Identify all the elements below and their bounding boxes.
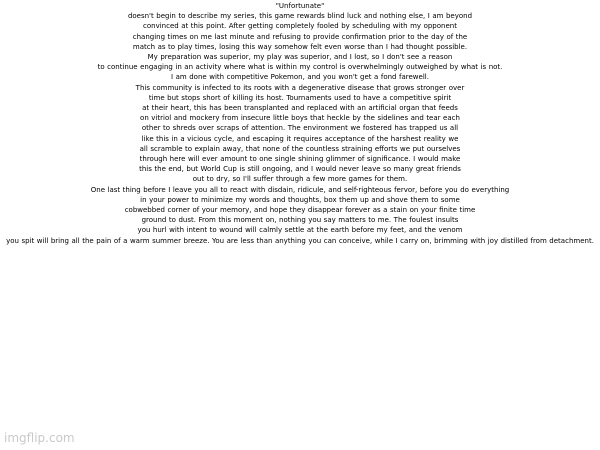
meme-text-line: This community is infected to its roots with a degenerative disease that grows stronger over [135, 83, 465, 92]
meme-text-line: like this in a vicious cycle, and escaping it requires acceptance of the harshest reality we [141, 134, 459, 143]
meme-text-line: ground to dust. From this moment on, nothing you say matters to me. The foulest insults [141, 216, 459, 225]
meme-text-line: convinced at this point. After getting completely fooled by scheduling with my opponent [143, 22, 457, 31]
meme-text-line: at their heart, this has been transplanted and replaced with an artificial organ that feeds [142, 104, 458, 113]
imgflip-watermark: imgflip.com [4, 431, 75, 445]
meme-text-line: on vitriol and mockery from insecure little boys that heckle by the sidelines and tear each [140, 114, 460, 123]
meme-text-line: all scramble to explain away, that none of the countless straining efforts we put ourselves [139, 144, 461, 153]
meme-text-line: "Unfortunate" [275, 2, 325, 10]
meme-text-line: My preparation was superior, my play was superior, and I lost, so I don't see a reason [147, 53, 453, 62]
meme-text-line: match as to play times, losing this way somehow felt even worse than I had thought possible. [132, 42, 468, 51]
meme-text-line: cobwebbed corner of your memory, and hope they disappear forever as a stain on your finite time [124, 206, 476, 215]
meme-text-line: changing times on me last minute and refusing to provide confirmation prior to the day of the [132, 32, 468, 41]
meme-text-line: this the end, but World Cup is still ongoing, and I would never leave so many great friends [139, 165, 461, 174]
meme-text-line: through here will ever amount to one single shining glimmer of significance. I would make [139, 155, 461, 164]
meme-text-line: you hurl with intent to wound will calmly settle at the earth before my feet, and the venom [137, 226, 463, 235]
meme-text-line: time but stops short of killing its host. Tournaments used to have a competitive spirit [148, 93, 452, 102]
meme-text-line: doesn't begin to describe my series, this game rewards blind luck and nothing else, I am beyond [127, 12, 473, 21]
meme-text-line: other to shreds over scraps of attention. The environment we fostered has trapped us all [141, 124, 459, 133]
meme-text-line: you spit will bring all the pain of a warm summer breeze. You are less than anything you can conceive, while I carry on, brimming with joy distilled from detachment. [6, 236, 594, 245]
meme-text-block [2, 1, 598, 246]
meme-text-line: One last thing before I leave you all to react with disdain, ridicule, and self-righteous fervor, before you do everything [90, 185, 510, 194]
meme-text-line: to continue engaging in an activity where what is within my control is overwhelmingly outweighed by what is not. [97, 63, 503, 72]
meme-text-line: in your power to minimize my words and thoughts, box them up and shove them to some [140, 195, 460, 204]
meme-text-line: out to dry, so I'll suffer through a few more games for them. [192, 175, 408, 184]
meme-text-line: I am done with competitive Pokemon, and you won't get a fond farewell. [171, 73, 429, 82]
